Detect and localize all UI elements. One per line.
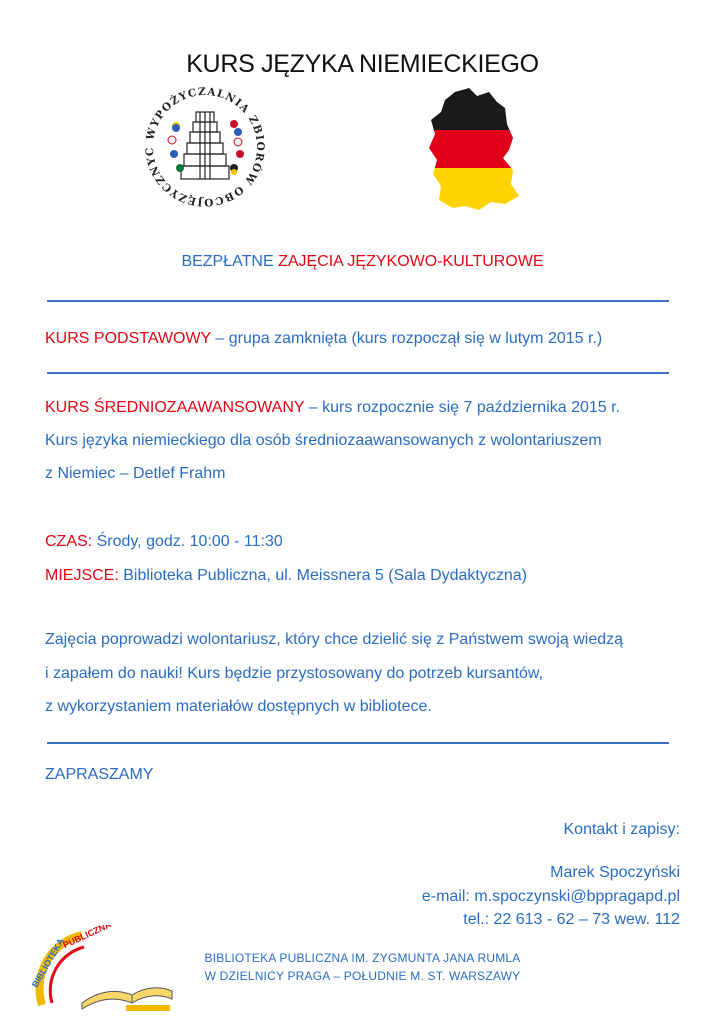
basic-course-text: – grupa zamknięta (kurs rozpoczął się w lutym 2015 r.) (210, 330, 603, 347)
intermediate-course-label: KURS ŚREDNIOZAAWANSOWANY (45, 399, 305, 416)
page-title: KURS JĘZYKA NIEMIECKIEGO (186, 50, 539, 78)
description-line: Zajęcia poprowadzi wolontariusz, który chce dzielić się z Państwem swoją wiedzą (45, 631, 624, 648)
description-line: i zapałem do nauki! Kurs będzie przystosowany do potrzeb kursantów, (45, 665, 544, 682)
intermediate-course (45, 399, 620, 417)
intermediate-course-text: – kurs rozpocznie się 7 października 2015 r. (304, 399, 621, 416)
intermediate-line3: z Niemiec – Detlef Frahm (45, 465, 226, 482)
footer-line2: W DZIELNICY PRAGA – POŁUDNIE M. ST. WARSZAWY (204, 969, 521, 983)
logo-word-1: BIBLIOTEKA (29, 936, 66, 990)
time-info (45, 533, 283, 551)
place-value: Biblioteka Publiczna, ul. Meissnera 5 (Sala Dydaktyczna) (118, 567, 527, 584)
subtitle-free: BEZPŁATNE (181, 253, 274, 270)
basic-course-label: KURS PODSTAWOWY (45, 330, 211, 347)
divider (47, 300, 669, 302)
footer-line1: BIBLIOTEKA PUBLICZNA IM. ZYGMUNTA JANA RUMLA (204, 951, 521, 965)
svg-text:WYPOŻYCZALNIA ZBIORÓW OBCOJĘZY (140, 82, 266, 208)
germany-map-image (425, 88, 525, 213)
divider (47, 742, 669, 744)
logo-word-2: PUBLICZNA (61, 925, 113, 951)
contact-heading: Kontakt i zapisy: (563, 821, 680, 838)
contact-phone: tel.: 22 613 - 62 – 73 wew. 112 (463, 911, 680, 928)
germany-flag-map-icon (425, 88, 525, 213)
intermediate-line2: Kurs języka niemieckiego dla osób średniozaawansowanych z wolontariuszem (45, 432, 602, 449)
basic-course (45, 330, 602, 348)
contact-email[interactable]: e-mail: m.spoczynski@bppragapd.pl (421, 888, 680, 905)
place-label: MIEJSCE: (45, 567, 119, 584)
subtitle-classes: ZAJĘCIA JĘZYKOWO-KULTUROWE (278, 253, 544, 270)
place-info (45, 567, 527, 585)
time-value: Środy, godz. 10:00 - 11:30 (92, 533, 283, 550)
library-logo (140, 82, 270, 212)
description-line: z wykorzystaniem materiałów dostępnych w bibliotece. (45, 698, 432, 715)
tower-logo-icon (140, 82, 270, 212)
invite-text: ZAPRASZAMY (45, 766, 154, 783)
logo-ring-text: WYPOŻYCZALNIA ZBIORÓW OBCOJĘZYCZNYC (143, 85, 267, 209)
contact-name: Marek Spoczyński (550, 864, 680, 881)
time-label: CZAS: (45, 533, 93, 550)
divider (47, 372, 669, 374)
subtitle (0, 253, 725, 271)
